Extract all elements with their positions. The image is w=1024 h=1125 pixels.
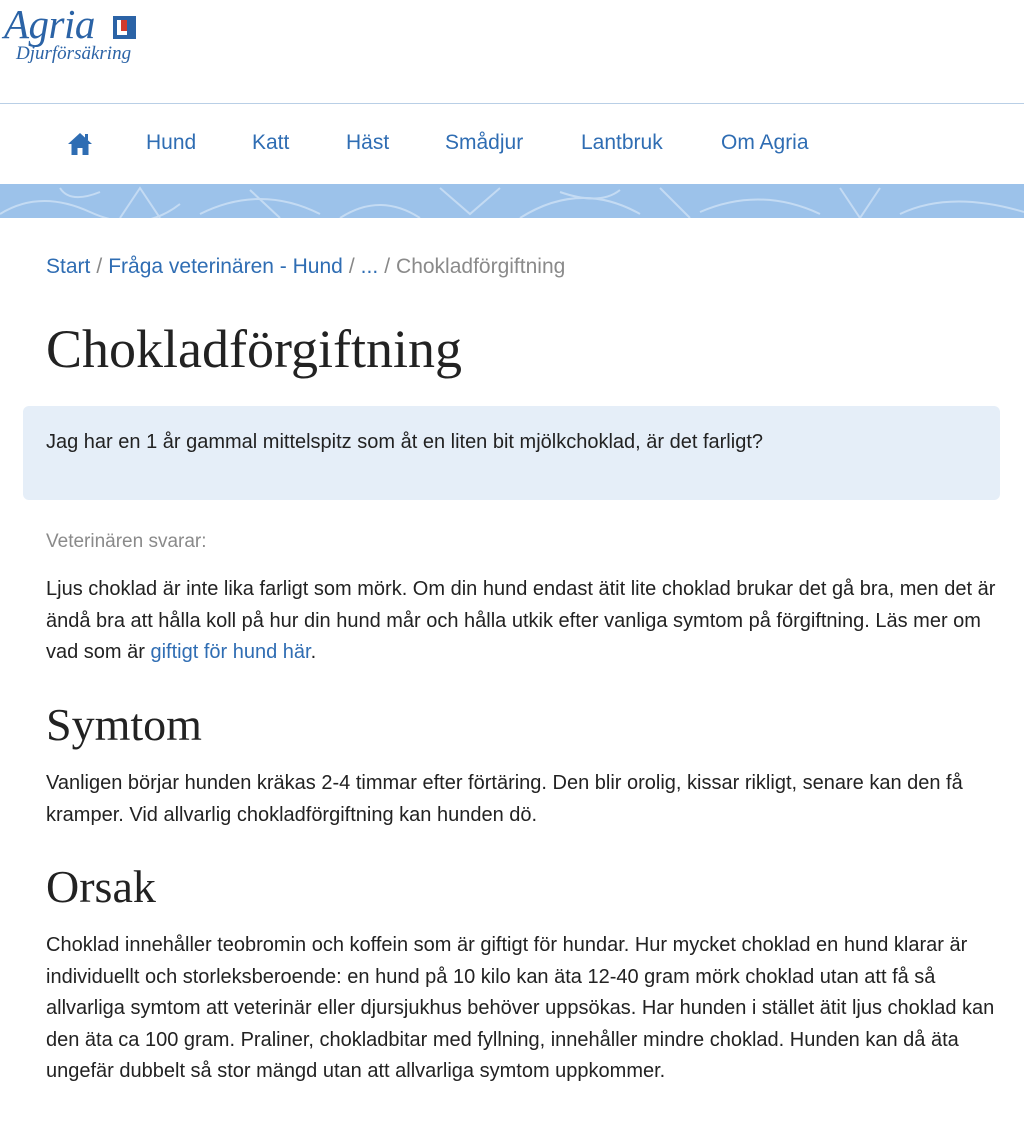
breadcrumb-separator: / <box>96 255 103 278</box>
breadcrumb-current: Chokladförgiftning <box>396 255 566 278</box>
giftigt-for-hund-link[interactable]: giftigt för hund här <box>150 641 311 663</box>
nav-item-katt[interactable]: Katt <box>252 131 290 154</box>
breadcrumb-start[interactable]: Start <box>46 255 91 278</box>
breadcrumb <box>46 255 565 279</box>
nav-item-smadjur[interactable]: Smådjur <box>445 131 524 154</box>
page-title: Chokladförgiftning <box>46 319 462 379</box>
section-heading-symtom: Symtom <box>46 699 202 750</box>
question-text: Jag har en 1 år gammal mittelspitz som åt en liten bit mjölkchoklad, är det farligt? <box>46 431 763 453</box>
section-body-symtom: Vanligen börjar hunden kräkas 2-4 timmar efter förtäring. Den blir orolig, kissar rikligt, senare kan den få kramper. Vid allvarlig chokladförgiftning kan hunden dö. <box>46 772 963 826</box>
question-box <box>23 406 1000 500</box>
answer-text: Ljus choklad är inte lika farligt som mörk. Om din hund endast ätit lite choklad brukar det gå bra, men det är ändå bra att hålla koll på hur din hund mår och hålla utkik efter vanliga symtom på förgiftning. Läs mer om vad som är <box>46 578 996 663</box>
home-icon[interactable] <box>66 130 94 158</box>
nav-item-hast[interactable]: Häst <box>346 131 390 154</box>
agria-logo[interactable] <box>4 1 132 64</box>
breadcrumb-ellipsis[interactable]: ... <box>360 255 379 278</box>
logo-subtitle: Djurförsäkring <box>16 43 132 64</box>
breadcrumb-separator: / <box>384 255 391 278</box>
breadcrumb-separator: / <box>348 255 355 278</box>
answer-label: Veterinären svarar: <box>46 531 207 552</box>
answer-end: . <box>310 641 317 663</box>
answer-paragraph <box>46 574 1006 669</box>
section-heading-orsak: Orsak <box>46 861 156 912</box>
decorative-band <box>0 184 1024 218</box>
logo-mark-icon <box>113 16 136 39</box>
main-nav <box>0 104 1024 184</box>
nav-item-hund[interactable]: Hund <box>146 131 197 154</box>
section-body-orsak: Choklad innehåller teobromin och koffein som är giftigt för hundar. Hur mycket choklad en hund klarar är individuellt och storleksberoende: en hund på 10 kilo kan äta 12-40 gram mörk choklad utan att få så allvarliga symtom att veterinär eller djursjukhus behöver uppsökas. Har hunden i stället ätit ljus choklad kan den äta ca 100 gram. Praliner, chokladbitar med fyllning, innehåller mindre choklad. Hunden kan då äta ungefär dubbelt så stor mängd utan att allvarliga symtom uppkommer. <box>46 934 995 1082</box>
nav-item-om-agria[interactable]: Om Agria <box>721 131 809 154</box>
nav-item-lantbruk[interactable]: Lantbruk <box>581 131 663 154</box>
logo-wordmark: Agria <box>4 1 95 47</box>
site-header <box>0 0 1024 104</box>
breadcrumb-fraga-veterinaren[interactable]: Fråga veterinären - Hund <box>108 255 343 278</box>
